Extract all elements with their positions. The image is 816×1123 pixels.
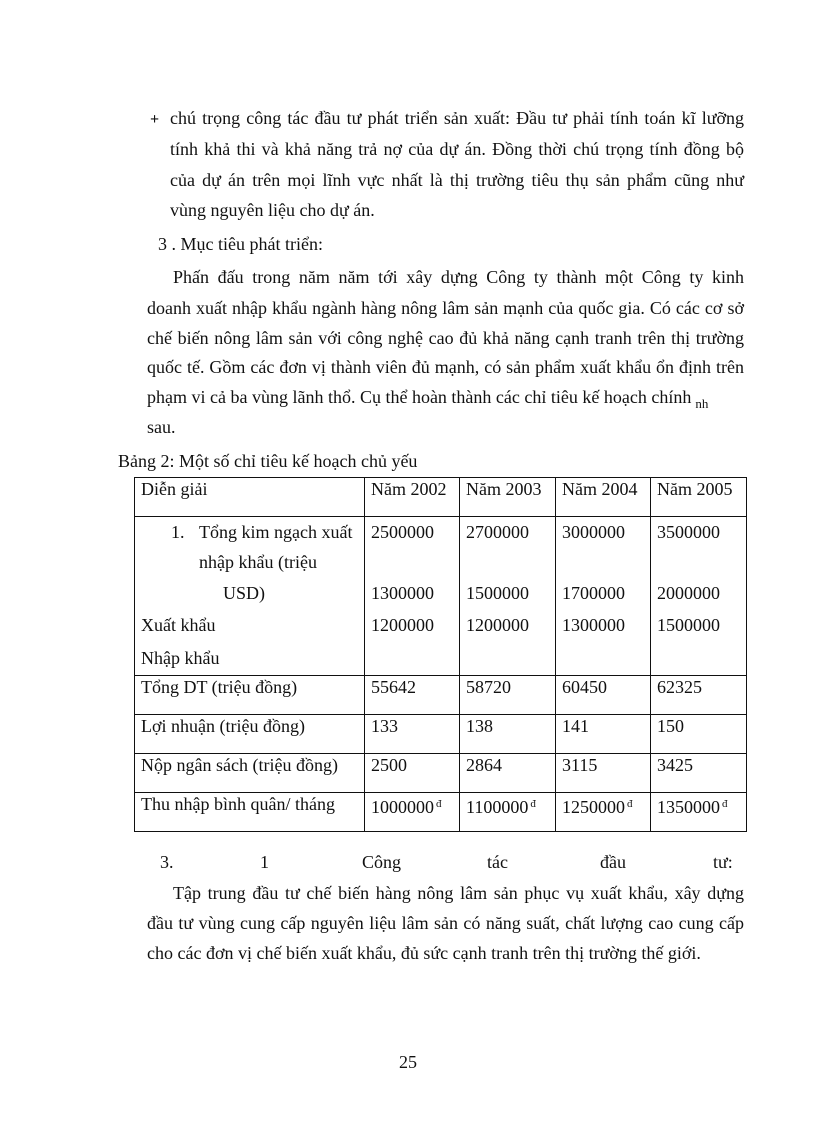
table-row-budget bbox=[135, 754, 747, 793]
row-label-cell: Thu nhập bình quân/ tháng bbox=[135, 793, 365, 832]
income-value: 1100000 bbox=[466, 797, 529, 817]
value-cell: 58720 bbox=[460, 676, 556, 715]
income-value: 1000000 bbox=[371, 797, 434, 817]
paragraph-line-5-text: phạm vi cả ba vùng lãnh thổ. Cụ thể hoàn thành các chỉ tiêu kế hoạch chính bbox=[147, 387, 692, 407]
value-cell bbox=[556, 793, 651, 832]
bullet-line-1: chú trọng công tác đầu tư phát triển sản xuất: Đầu tư phải tính toán kĩ lưỡng bbox=[170, 108, 744, 128]
subheading-part: đầu bbox=[600, 852, 626, 872]
row-label-cell: Lợi nhuận (triệu đồng) bbox=[135, 715, 365, 754]
table-row-import-export bbox=[135, 517, 747, 676]
table-row-income bbox=[135, 793, 747, 832]
row-label-line bbox=[141, 517, 358, 547]
header-cell: Năm 2004 bbox=[556, 478, 651, 517]
value-cell bbox=[556, 517, 651, 676]
currency-unit: đ bbox=[627, 798, 633, 810]
value-total: 2500000 bbox=[371, 522, 434, 542]
paragraph2-line-2: đầu tư vùng cung cấp nguyên liệu lâm sản có năng suất, chất lượng cao cung cấp bbox=[147, 913, 744, 933]
plan-table bbox=[134, 477, 747, 832]
value-cell: 62325 bbox=[651, 676, 747, 715]
header-cell: Năm 2003 bbox=[460, 478, 556, 517]
row-label-cell bbox=[135, 517, 365, 676]
header-cell: Năm 2005 bbox=[651, 478, 747, 517]
value-cell bbox=[365, 517, 460, 676]
bullet-marker: + bbox=[150, 111, 160, 128]
header-cell: Năm 2002 bbox=[365, 478, 460, 517]
value-cell: 55642 bbox=[365, 676, 460, 715]
subheading-part: tư: bbox=[713, 852, 733, 872]
value-total: 2700000 bbox=[466, 522, 529, 542]
paragraph-line-5-sub: nh bbox=[695, 396, 709, 411]
value-cell: 60450 bbox=[556, 676, 651, 715]
page-number: 25 bbox=[399, 1052, 417, 1072]
value-blank bbox=[466, 547, 549, 578]
row-label-cell: Nộp ngân sách (triệu đồng) bbox=[135, 754, 365, 793]
currency-unit: đ bbox=[436, 798, 442, 810]
row-label-cell: Tổng DT (triệu đồng) bbox=[135, 676, 365, 715]
value-cell: 133 bbox=[365, 715, 460, 754]
value-blank bbox=[371, 547, 453, 578]
row-label-line: USD) bbox=[223, 583, 266, 603]
table-caption: Bảng 2: Một số chỉ tiêu kế hoạch chủ yếu bbox=[118, 451, 418, 471]
value-cell: 138 bbox=[460, 715, 556, 754]
value-import: 1500000 bbox=[657, 615, 720, 635]
subheading-part: 1 bbox=[260, 852, 269, 872]
paragraph-line-3: chế biến nông lâm sản với công nghệ cao đủ khả năng cạnh tranh trên thị trường bbox=[147, 328, 744, 348]
value-export: 1500000 bbox=[466, 583, 529, 603]
paragraph-line-4: quốc tế. Gồm các đơn vị thành viên đủ mạnh, có sản phẩm xuất khẩu ổn định trên bbox=[147, 357, 744, 377]
value-export: 2000000 bbox=[657, 583, 720, 603]
value-export: 1700000 bbox=[562, 583, 625, 603]
value-blank bbox=[562, 547, 644, 578]
value-cell: 150 bbox=[651, 715, 747, 754]
currency-unit: đ bbox=[530, 798, 536, 810]
value-total: 3500000 bbox=[657, 522, 720, 542]
bullet-line-2: tính khả thi và khả năng trả nợ của dự án. Đồng thời chú trọng tính đồng bộ bbox=[170, 139, 744, 159]
paragraph-line-2: doanh xuất nhập khẩu ngành hàng nông lâm sản mạnh của quốc gia. Có các cơ sở bbox=[147, 298, 744, 318]
value-blank bbox=[657, 547, 740, 578]
section-heading: 3 . Mục tiêu phát triển: bbox=[158, 234, 323, 254]
value-cell bbox=[365, 793, 460, 832]
paragraph-line-6: sau. bbox=[147, 417, 176, 437]
header-cell: Diễn giải bbox=[135, 478, 365, 517]
value-cell: 141 bbox=[556, 715, 651, 754]
value-import: 1200000 bbox=[466, 615, 529, 635]
value-cell: 3115 bbox=[556, 754, 651, 793]
paragraph2-line-3: cho các đơn vị chế biến xuất khẩu, đủ sức cạnh tranh trên thị trường thế giới. bbox=[147, 943, 701, 963]
bullet-line-4: vùng nguyên liệu cho dự án. bbox=[170, 200, 375, 220]
value-cell bbox=[460, 517, 556, 676]
row-label-text: Tổng kim ngạch xuất bbox=[199, 522, 353, 542]
table-row-revenue bbox=[135, 676, 747, 715]
currency-unit: đ bbox=[722, 798, 728, 810]
value-cell: 2864 bbox=[460, 754, 556, 793]
subheading-part: tác bbox=[487, 852, 508, 872]
sub-label-import: Nhập khẩu bbox=[141, 648, 220, 668]
value-export: 1300000 bbox=[371, 583, 434, 603]
paragraph-line-1: Phấn đấu trong năm năm tới xây dựng Công ty thành một Công ty kinh bbox=[173, 267, 744, 287]
value-import: 1300000 bbox=[562, 615, 625, 635]
value-cell: 3425 bbox=[651, 754, 747, 793]
income-value: 1250000 bbox=[562, 797, 625, 817]
subheading-part: Công bbox=[362, 852, 402, 872]
row-label-line: nhập khẩu (triệu bbox=[199, 552, 317, 572]
subheading-part: 3. bbox=[160, 852, 174, 872]
bullet-line-3: của dự án trên mọi lĩnh vực nhất là thị trường tiêu thụ sản phẩm cũng như bbox=[170, 170, 744, 190]
paragraph2-line-1: Tập trung đầu tư chế biến hàng nông lâm sản phục vụ xuất khẩu, xây dựng bbox=[173, 883, 744, 903]
income-value: 1350000 bbox=[657, 797, 720, 817]
table-header-row bbox=[135, 478, 747, 517]
row-number: 1. bbox=[171, 522, 185, 542]
value-cell bbox=[460, 793, 556, 832]
paragraph-line-5 bbox=[147, 386, 744, 415]
value-import: 1200000 bbox=[371, 615, 434, 635]
value-cell bbox=[651, 517, 747, 676]
table-row-profit bbox=[135, 715, 747, 754]
value-cell: 2500 bbox=[365, 754, 460, 793]
value-cell bbox=[651, 793, 747, 832]
value-total: 3000000 bbox=[562, 522, 625, 542]
sub-label-export: Xuất khẩu bbox=[141, 615, 216, 635]
